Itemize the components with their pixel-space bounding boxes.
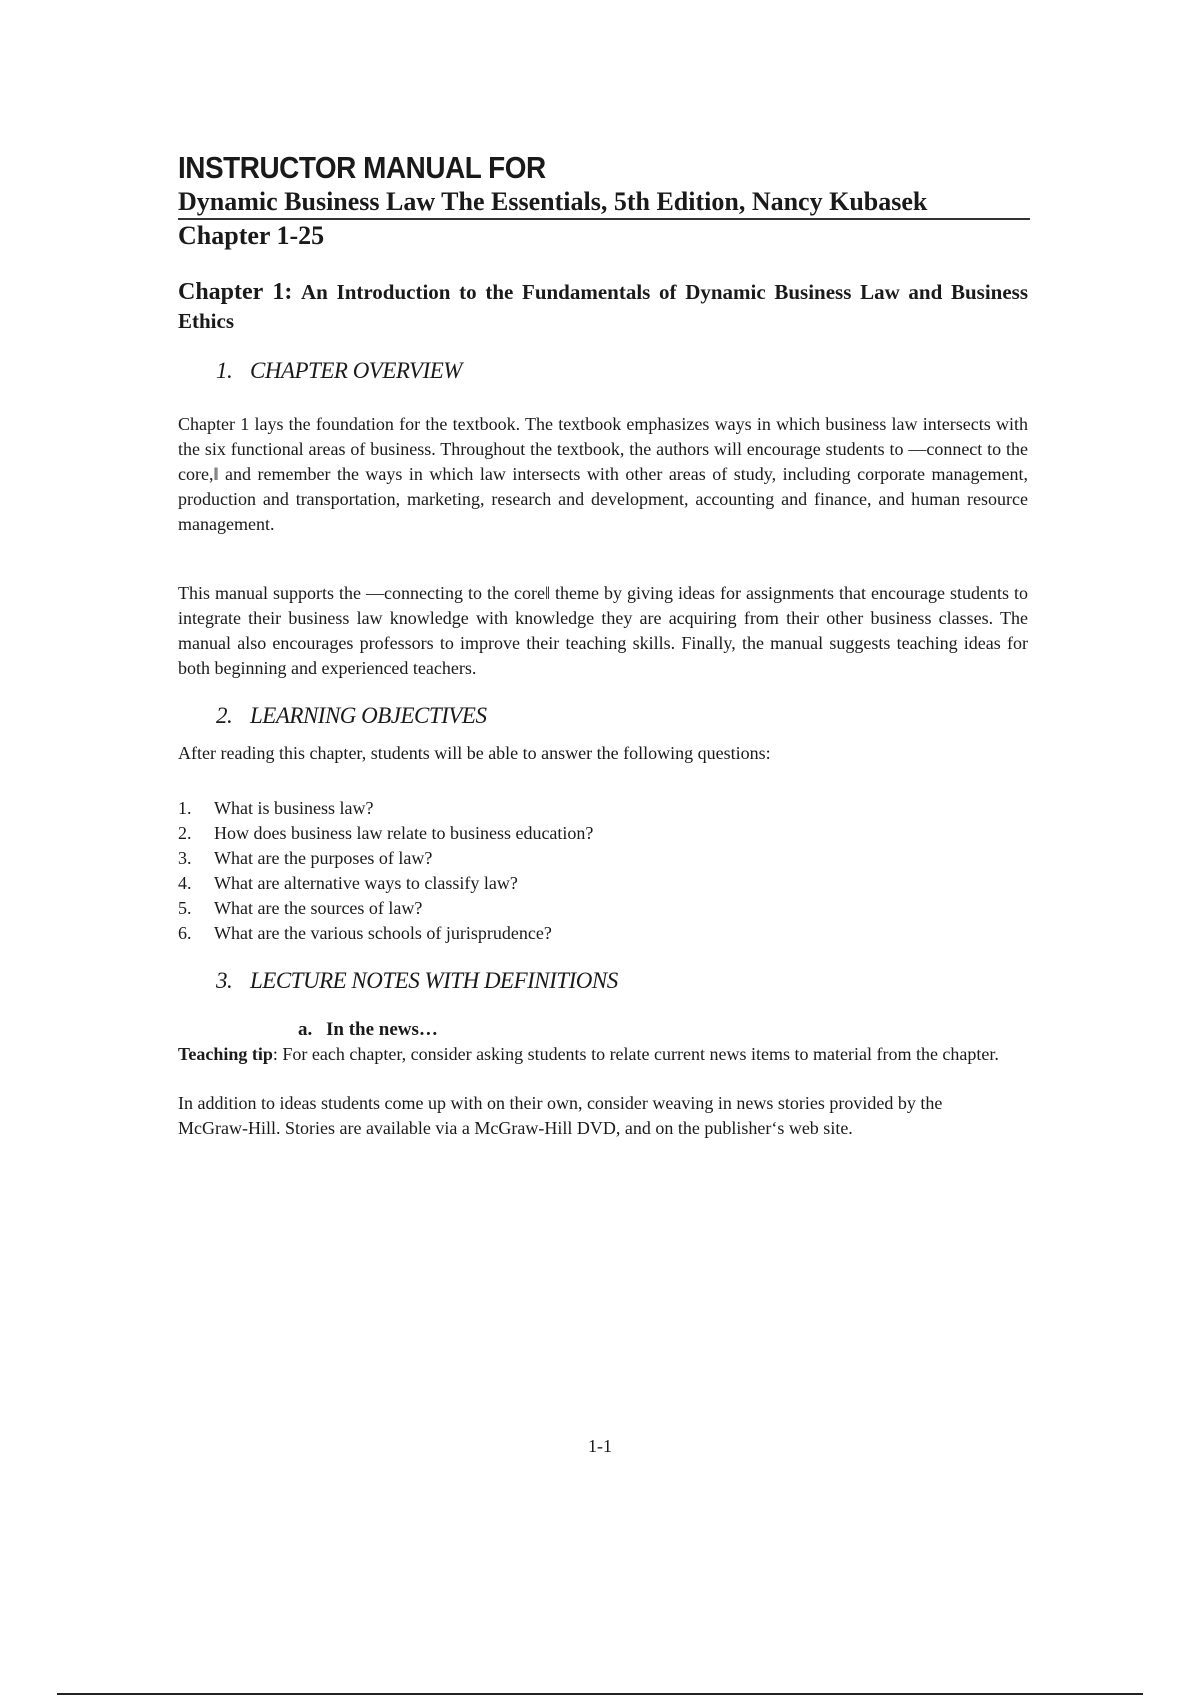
document-page xyxy=(178,150,1028,1141)
section-heading-objectives xyxy=(216,701,1028,731)
list-item: 2. How does business law relate to business education? xyxy=(178,823,594,843)
list-item: 1. What is business law? xyxy=(178,798,374,818)
teaching-tip-text: : For each chapter, consider asking students to relate current news items to material from the chapter. xyxy=(272,1044,999,1064)
chapter-label: Chapter 1: xyxy=(178,279,293,305)
footer-divider xyxy=(57,1693,1143,1695)
teaching-tip-label: Teaching tip xyxy=(178,1044,273,1064)
book-subtitle: Dynamic Business Law The Essentials, 5th Edition, Nancy Kubasek xyxy=(178,187,928,216)
subsection-number: a. xyxy=(298,1019,313,1040)
news-paragraph: In addition to ideas students come up with on their own, consider weaving in news stories provided by the McGraw-Hill. Stories are available via a McGraw-Hill DVD, and on the publisher‘s web site. xyxy=(178,1093,943,1138)
section-heading-overview xyxy=(216,356,1028,386)
objectives-intro: After reading this chapter, students will be able to answer the following questions: xyxy=(178,743,771,763)
subsection-title: In the news… xyxy=(326,1019,438,1040)
list-item: 3. What are the purposes of law? xyxy=(178,848,433,868)
chapter-heading xyxy=(178,278,1028,336)
section-heading-lecture xyxy=(216,966,1028,996)
section-number: 3. xyxy=(216,968,233,993)
list-item: 6. What are the various schools of jurisprudence? xyxy=(178,923,552,943)
section-title: LEARNING OBJECTIVES xyxy=(250,703,487,728)
subsection-heading xyxy=(298,1018,1028,1042)
page-number: 1-1 xyxy=(588,1436,612,1456)
section-title: CHAPTER OVERVIEW xyxy=(250,358,462,383)
section-number: 2. xyxy=(216,703,233,728)
overview-paragraph-2: This manual supports the —connecting to the core‖ theme by giving ideas for assignments that encourage students to integrate their business law knowledge with knowledge they are acquiring from their other business classes. The manual also encourages professors to improve their teaching skills. Finally, the manual suggests teaching ideas for both beginning and experienced teachers. xyxy=(178,583,1028,678)
teaching-tip xyxy=(178,1042,1021,1067)
manual-title: INSTRUCTOR MANUAL FOR xyxy=(178,150,546,185)
list-item: 5. What are the sources of law? xyxy=(178,898,423,918)
chapter-range: Chapter 1-25 xyxy=(178,221,325,250)
overview-paragraph-1: Chapter 1 lays the foundation for the textbook. The textbook emphasizes ways in which business law intersects with the six functional areas of business. Throughout the textbook, the authors will encourage students to —connect to the core,‖ and remember the ways in which law intersects with other areas of study, including corporate management, production and transportation, marketing, research and development, accounting and finance, and human resource management. xyxy=(178,414,1028,534)
section-number: 1. xyxy=(216,358,233,383)
objectives-list xyxy=(178,796,1028,946)
section-title: LECTURE NOTES WITH DEFINITIONS xyxy=(250,968,618,993)
chapter-title: An Introduction to the Fundamentals of Dynamic Business Law and Business Ethics xyxy=(178,280,1028,333)
list-item: 4. What are alternative ways to classify law? xyxy=(178,873,518,893)
